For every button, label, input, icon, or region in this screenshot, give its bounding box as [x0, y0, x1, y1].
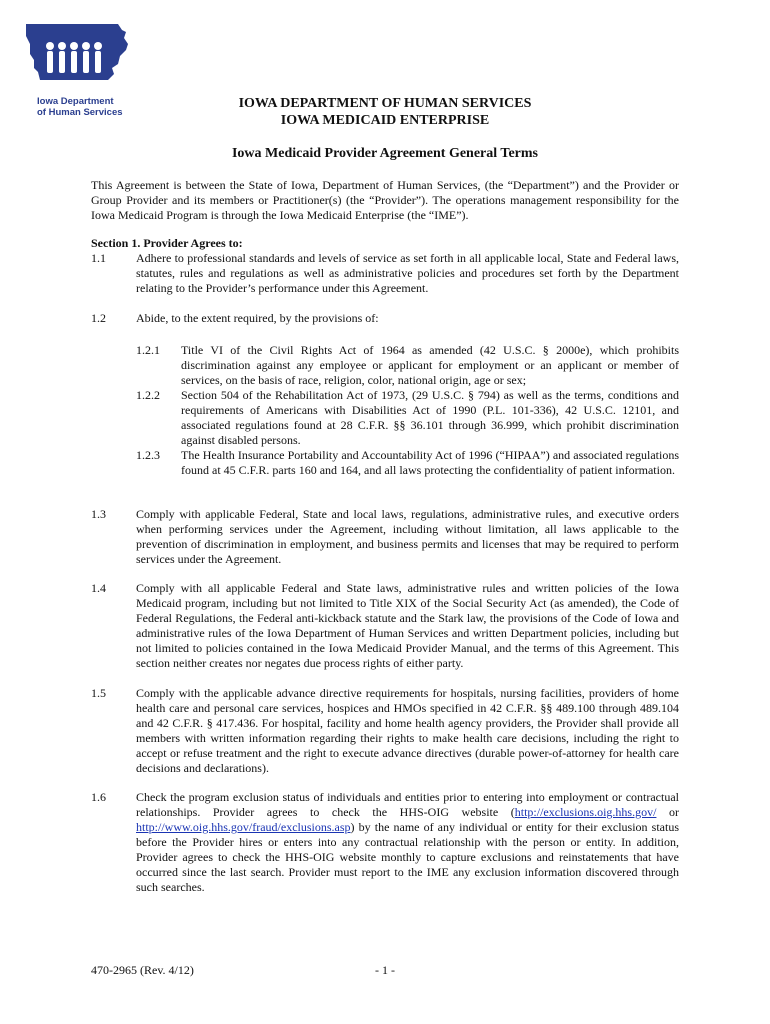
subclause-number: 1.2.3 — [136, 448, 160, 462]
subclause-number: 1.2.1 — [136, 343, 160, 357]
clause-text-after: ) by the name of any individual or entity for their exclusion status before the Provider hires or enters into any contractual relationship with the person or entity. In addition, Provider agrees to check the HHS-OIG website monthly to capture exclusions and reinstatements that have occurred since the last search. Provider must report to the IME any exclusion information discovered through such searches. — [136, 820, 679, 894]
clause-1-1 — [91, 251, 679, 296]
hhs-oig-exclusions-link[interactable]: http://exclusions.oig.hhs.gov/ — [514, 805, 657, 819]
clause-text-mid: or — [656, 805, 679, 819]
clause-text: Comply with applicable Federal, State and local laws, regulations, administrative rules, and executive orders when performing services under the Agreement, including without limitation, all laws applicable to the prevention of discrimination in employment, and business permits and licenses that may be required to perform services under the Agreement. — [136, 507, 679, 566]
clause-number: 1.6 — [91, 790, 106, 804]
clause-1-6 — [91, 790, 679, 895]
subclause-text: The Health Insurance Portability and Accountability Act of 1996 (“HIPAA”) and associated regulations found at 45 C.F.R. parts 160 and 164, and all laws protecting the confidentiality of patient information. — [181, 448, 679, 477]
document-title: Iowa Medicaid Provider Agreement General Terms — [231, 146, 538, 161]
clause-1-2-3 — [136, 448, 679, 478]
clause-text: Adhere to professional standards and levels of service as set forth in all applicable local, State and Federal laws, statutes, rules and regulations as well as administrative policies and procedures set forth by the Department relating to the Provider’s performance under this Agreement. — [136, 251, 679, 295]
section-1-heading: Section 1. Provider Agrees to: — [91, 236, 243, 250]
clause-1-2 — [91, 311, 679, 326]
clause-number: 1.4 — [91, 581, 106, 595]
clause-text — [136, 790, 679, 895]
clause-1-2-2 — [136, 388, 679, 448]
form-number: 470-2965 (Rev. 4/12) — [91, 963, 194, 977]
clause-number: 1.2 — [91, 311, 106, 325]
header-department: IOWA DEPARTMENT OF HUMAN SERVICES — [238, 96, 532, 111]
clause-1-3 — [91, 507, 679, 567]
subclause-number: 1.2.2 — [136, 388, 160, 402]
clause-text: Comply with all applicable Federal and State laws, administrative rules and written policies of the Iowa Medicaid program, including but not limited to Title XIX of the Social Security Act (as amended), the Code of Federal Regulations, the Federal anti-kickback statute and the Stark law, the provisions of the Code of Iowa and administrative rules of the Iowa Department of Human Services and written Department policies, including but not limited to policies contained in the Iowa Medicaid Provider Manual, and the terms of this Agreement. This section neither creates nor negates due process rights of either party. — [136, 581, 679, 670]
oig-fraud-exclusions-link[interactable]: http://www.oig.hhs.gov/fraud/exclusions.asp — [136, 820, 351, 834]
logo-line-1: Iowa Department — [37, 96, 114, 107]
iowa-state-people-icon — [22, 20, 132, 96]
clause-text: Comply with the applicable advance directive requirements for hospitals, nursing facilities, providers of home health care and personal care services, hospices and HMOs specified in 42 C.F.R. §§ 489.100 through 489.104 and 42 C.F.R. § 417.436. For hospital, facility and home health agency providers, the Provider shall provide all members with written information regarding their rights to make health care decisions, including the right to accept or refuse treatment and the right to execute advance directives (durable power-of-attorney for health care decisions and declarations). — [136, 686, 679, 775]
subclause-text: Section 504 of the Rehabilitation Act of 1973, (29 U.S.C. § 794) as well as the terms, conditions and requirements of Americans with Disabilities Act of 1990 (P.L. 101-336), 42 U.S.C. 12101, and associated regulations found at 28 C.F.R. §§ 36.101 through 36.999, which prohibit discrimination against disabled persons. — [181, 388, 679, 447]
iowa-dhs-logo — [22, 20, 132, 96]
page-number: - 1 - — [375, 963, 395, 977]
document-header — [0, 95, 770, 129]
logo-line-2: of Human Services — [37, 107, 123, 118]
clause-1-2-1 — [136, 343, 679, 388]
clause-1-5 — [91, 686, 679, 776]
intro-paragraph: This Agreement is between the State of Iowa, Department of Human Services, (the “Department”) and the Provider or Group Provider and its members or Practitioner(s) (the “Provider”). The operations management responsibility for the Iowa Medicaid Program is through the Iowa Medicaid Enterprise (the “IME”). — [91, 178, 679, 222]
clause-text-before: Check the program exclusion status of individuals and entities prior to entering into employment or contractual relationships. Provider agrees to check the HHS-OIG website ( — [136, 790, 679, 819]
clause-number: 1.3 — [91, 507, 106, 521]
clause-text: Abide, to the extent required, by the provisions of: — [136, 311, 379, 325]
header-enterprise: IOWA MEDICAID ENTERPRISE — [280, 113, 490, 128]
clause-number: 1.5 — [91, 686, 106, 700]
subclause-text: Title VI of the Civil Rights Act of 1964 as amended (42 U.S.C. § 2000e), which prohibits discrimination against any employee or applicant for employment or an applicant or member of services, on the basis of race, religion, color, national origin, age or sex; — [181, 343, 679, 387]
clause-1-4 — [91, 581, 679, 671]
clause-number: 1.1 — [91, 251, 106, 265]
